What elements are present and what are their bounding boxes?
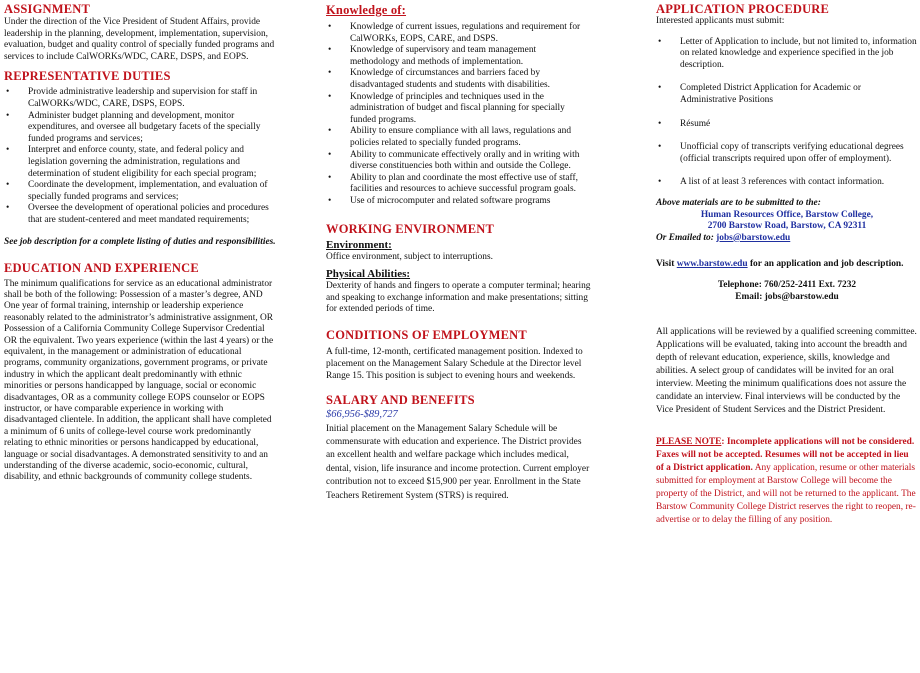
bullet-icon: • — [6, 203, 10, 214]
salary-heading: SALARY AND BENEFITS — [326, 393, 475, 408]
knowledge-heading: Knowledge of: — [326, 3, 407, 17]
bullet-icon: • — [6, 87, 10, 98]
review-text: All applications will be reviewed by a qualified screening committee. Applications will be evaluated, taking into account the breadth and depth of relevant education, experience, skills, knowledge and abilities. A select group of candidates will be invited for an oral interview. Meeting the minimum qualifications does not assure the candidate an interview. Final interviews will be conducted by the Vice President of Student Services and the District President. — [656, 326, 917, 415]
physical-text: Dexterity of hands and fingers to operate a computer terminal; hearing and speaking to exchange information and make presentations; sitting for extended periods of time. — [326, 281, 591, 315]
working-heading: WORKING ENVIRONMENT — [326, 221, 495, 236]
bullet-icon: • — [328, 149, 332, 160]
conditions-heading: CONDITIONS OF EMPLOYMENT — [326, 328, 527, 343]
middle-column — [326, 0, 591, 673]
left-column — [4, 0, 276, 673]
bullet-icon: • — [328, 172, 332, 183]
emailed-line — [656, 233, 918, 245]
bullet-icon: • — [658, 118, 662, 129]
bullet-icon: • — [328, 195, 332, 206]
procedure-list — [656, 37, 918, 189]
knowledge-list — [326, 22, 591, 208]
duties-heading: REPRESENTATIVE DUTIES — [4, 69, 171, 84]
bullet-icon: • — [658, 177, 662, 188]
knowledge-item: • Ability to communicate effectively orally and in writing with diverse constituencies both within and outside the College. — [328, 149, 580, 172]
telephone-line: Telephone: 760/252-2411 Ext. 7232 — [717, 280, 857, 291]
procedure-item: • Letter of Application to include, but not limited to, information on related knowledge and experience specified in the job description. — [658, 36, 917, 70]
visit-line: Visit www.barstow.edu for an application and job description. — [656, 259, 904, 270]
hr-office-line: Human Resources Office, Barstow College, — [700, 209, 874, 220]
bullet-icon: • — [658, 36, 662, 47]
duties-list — [4, 87, 276, 226]
bullet-icon: • — [658, 142, 662, 153]
bullet-icon: • — [6, 110, 10, 121]
please-note — [656, 436, 918, 527]
bullet-icon: • — [328, 91, 332, 102]
knowledge-item: • Knowledge of principles and techniques used in the administration of budget and fiscal planning for specially funded programs. — [328, 91, 565, 125]
note-bold-text: : Incomplete applications will not be considered. Faxes will not be accepted. Resumes will not be accepted in lieu of a District application. — [656, 436, 915, 473]
duty-item: • Oversee the development of operational policies and procedures that are student-centered and meet mandated requirements; — [6, 203, 269, 225]
emailed-label: Or Emailed to: — [656, 232, 714, 243]
procedure-intro: Interested applicants must submit: — [656, 16, 785, 26]
salary-range: $66,956-$89,727 — [326, 409, 398, 421]
education-text: The minimum qualifications for service as an educational administrator shall be both of the following: Possession of a master’s degree, AND One year of formal training, internship or leadership experience reasonably related to the administrator’s administrative assignment, OR Possession of a California Community College Supervisor Credential OR the equivalent. Two years experience (within the last 4 years) or the equivalent, in the management or administration of educational programs, community organizations, government programs, or private industry in which the applicant dealt predominantly with ethnic minorities or persons handicapped by language, social or economic disadvantages, OR as a community college EOPS counselor or EOPS instructor, or have comparable experience in working with disadvantaged clientele. In addition, the applicant shall have completed a minimum of 6 units of college-level course work predominantly relating to ethnic minorities or persons handicapped by educational, language or social disadvantages. A demonstrated sensitivity to and an understanding of the diverse academic, socio-economic, cultural, disability, and ethnic backgrounds of community college students. — [4, 278, 274, 483]
email-contact-line: Email: jobs@barstow.edu — [735, 291, 839, 302]
duty-item: • Provide administrative leadership and supervision for staff in CalWORKs/WDC, CARE, DSPS, EOPS. — [6, 87, 258, 109]
salary-text: Initial placement on the Management Salary Schedule will be commensurate with education and experience. The District provides an excellent health and welfare package which includes medical, dental, vision, life insurance and income protection. Current employer contribution not to exceed $15,900 per year. Enrollment in the State Teachers Retirement System (STRS) is required. — [326, 423, 590, 501]
procedure-item: • Résumé — [658, 118, 711, 129]
bullet-icon: • — [328, 22, 332, 32]
procedure-heading: APPLICATION PROCEDURE — [656, 2, 830, 16]
note-label: PLEASE NOTE — [656, 436, 722, 447]
knowledge-item: • Ability to plan and coordinate the most effective use of staff, facilities and resources to achieve successful program goals. — [328, 172, 578, 195]
bullet-icon: • — [6, 145, 10, 156]
environment-subheading: Environment: — [326, 238, 392, 251]
education-heading: EDUCATION AND EXPERIENCE — [4, 260, 199, 275]
assignment-heading: ASSIGNMENT — [4, 2, 91, 16]
physical-subheading: Physical Abilities: — [326, 267, 411, 280]
knowledge-item: • Knowledge of current issues, regulations and requirement for CalWORKs, EOPS, CARE, and DSPS. — [328, 22, 581, 44]
see-job-description: See job description for a complete listing of duties and responsibilities. — [4, 236, 276, 247]
duty-item: • Coordinate the development, implementation, and evaluation of specially funded programs and services; — [6, 180, 268, 202]
bullet-icon: • — [328, 68, 332, 79]
knowledge-item: • Knowledge of supervisory and team management methodology and methods of implementation. — [328, 45, 537, 67]
bullet-icon: • — [328, 45, 332, 56]
note-text: Any application, resume or other materials submitted for employment at Barstow College will become the property of the District, and will not be returned to the applicant. The Barstow Community College District reserves the right to reopen, re-advertise or to delay the filling of any position. — [656, 462, 916, 525]
bullet-icon: • — [6, 180, 10, 191]
environment-text: Office environment, subject to interruptions. — [326, 252, 493, 263]
bullet-icon: • — [328, 126, 332, 137]
bullet-icon: • — [658, 83, 662, 94]
assignment-text: Under the direction of the Vice President of Student Affairs, provide leadership in the planning, development, implementation, supervision, evaluation, budget and quality control of specially funded programs and services to include CalWORKs/WDC, CARE, DSPS, and EOPS. — [4, 17, 275, 62]
procedure-item: • Unofficial copy of transcripts verifying educational degrees (official transcripts required upon offer of employment). — [658, 142, 904, 164]
duty-item: • Interpret and enforce county, state, and federal policy and legislation governing the administration, regulations and determination of student eligibility for each special program; — [6, 145, 257, 179]
hr-address-line: 2700 Barstow Road, Barstow, CA 92311 — [707, 221, 867, 232]
website-link[interactable]: www.barstow.edu — [676, 259, 748, 270]
knowledge-item: • Ability to ensure compliance with all laws, regulations and policies related to specially funded programs. — [328, 126, 572, 148]
conditions-text: A full-time, 12-month, certificated management position. Indexed to placement on the Management Salary Schedule at the Director level Range 15. This position is subject to evening hours and weekends. — [326, 347, 583, 382]
knowledge-item: • Use of microcomputer and related software programs — [328, 195, 551, 206]
procedure-item: • A list of at least 3 references with contact information. — [658, 177, 885, 188]
submit-line: Above materials are to be submitted to the: — [656, 197, 821, 208]
right-column — [656, 0, 918, 673]
duty-item: • Administer budget planning and development, monitor expenditures, and oversee all budgetary facets of the specially funded programs and services; — [6, 110, 261, 144]
procedure-item: • Completed District Application for Academic or Administrative Positions — [658, 83, 861, 105]
email-link[interactable]: jobs@barstow.edu — [716, 232, 791, 243]
knowledge-item: • Knowledge of circumstances and barriers faced by disadvantaged students and students with disabilities. — [328, 68, 550, 90]
